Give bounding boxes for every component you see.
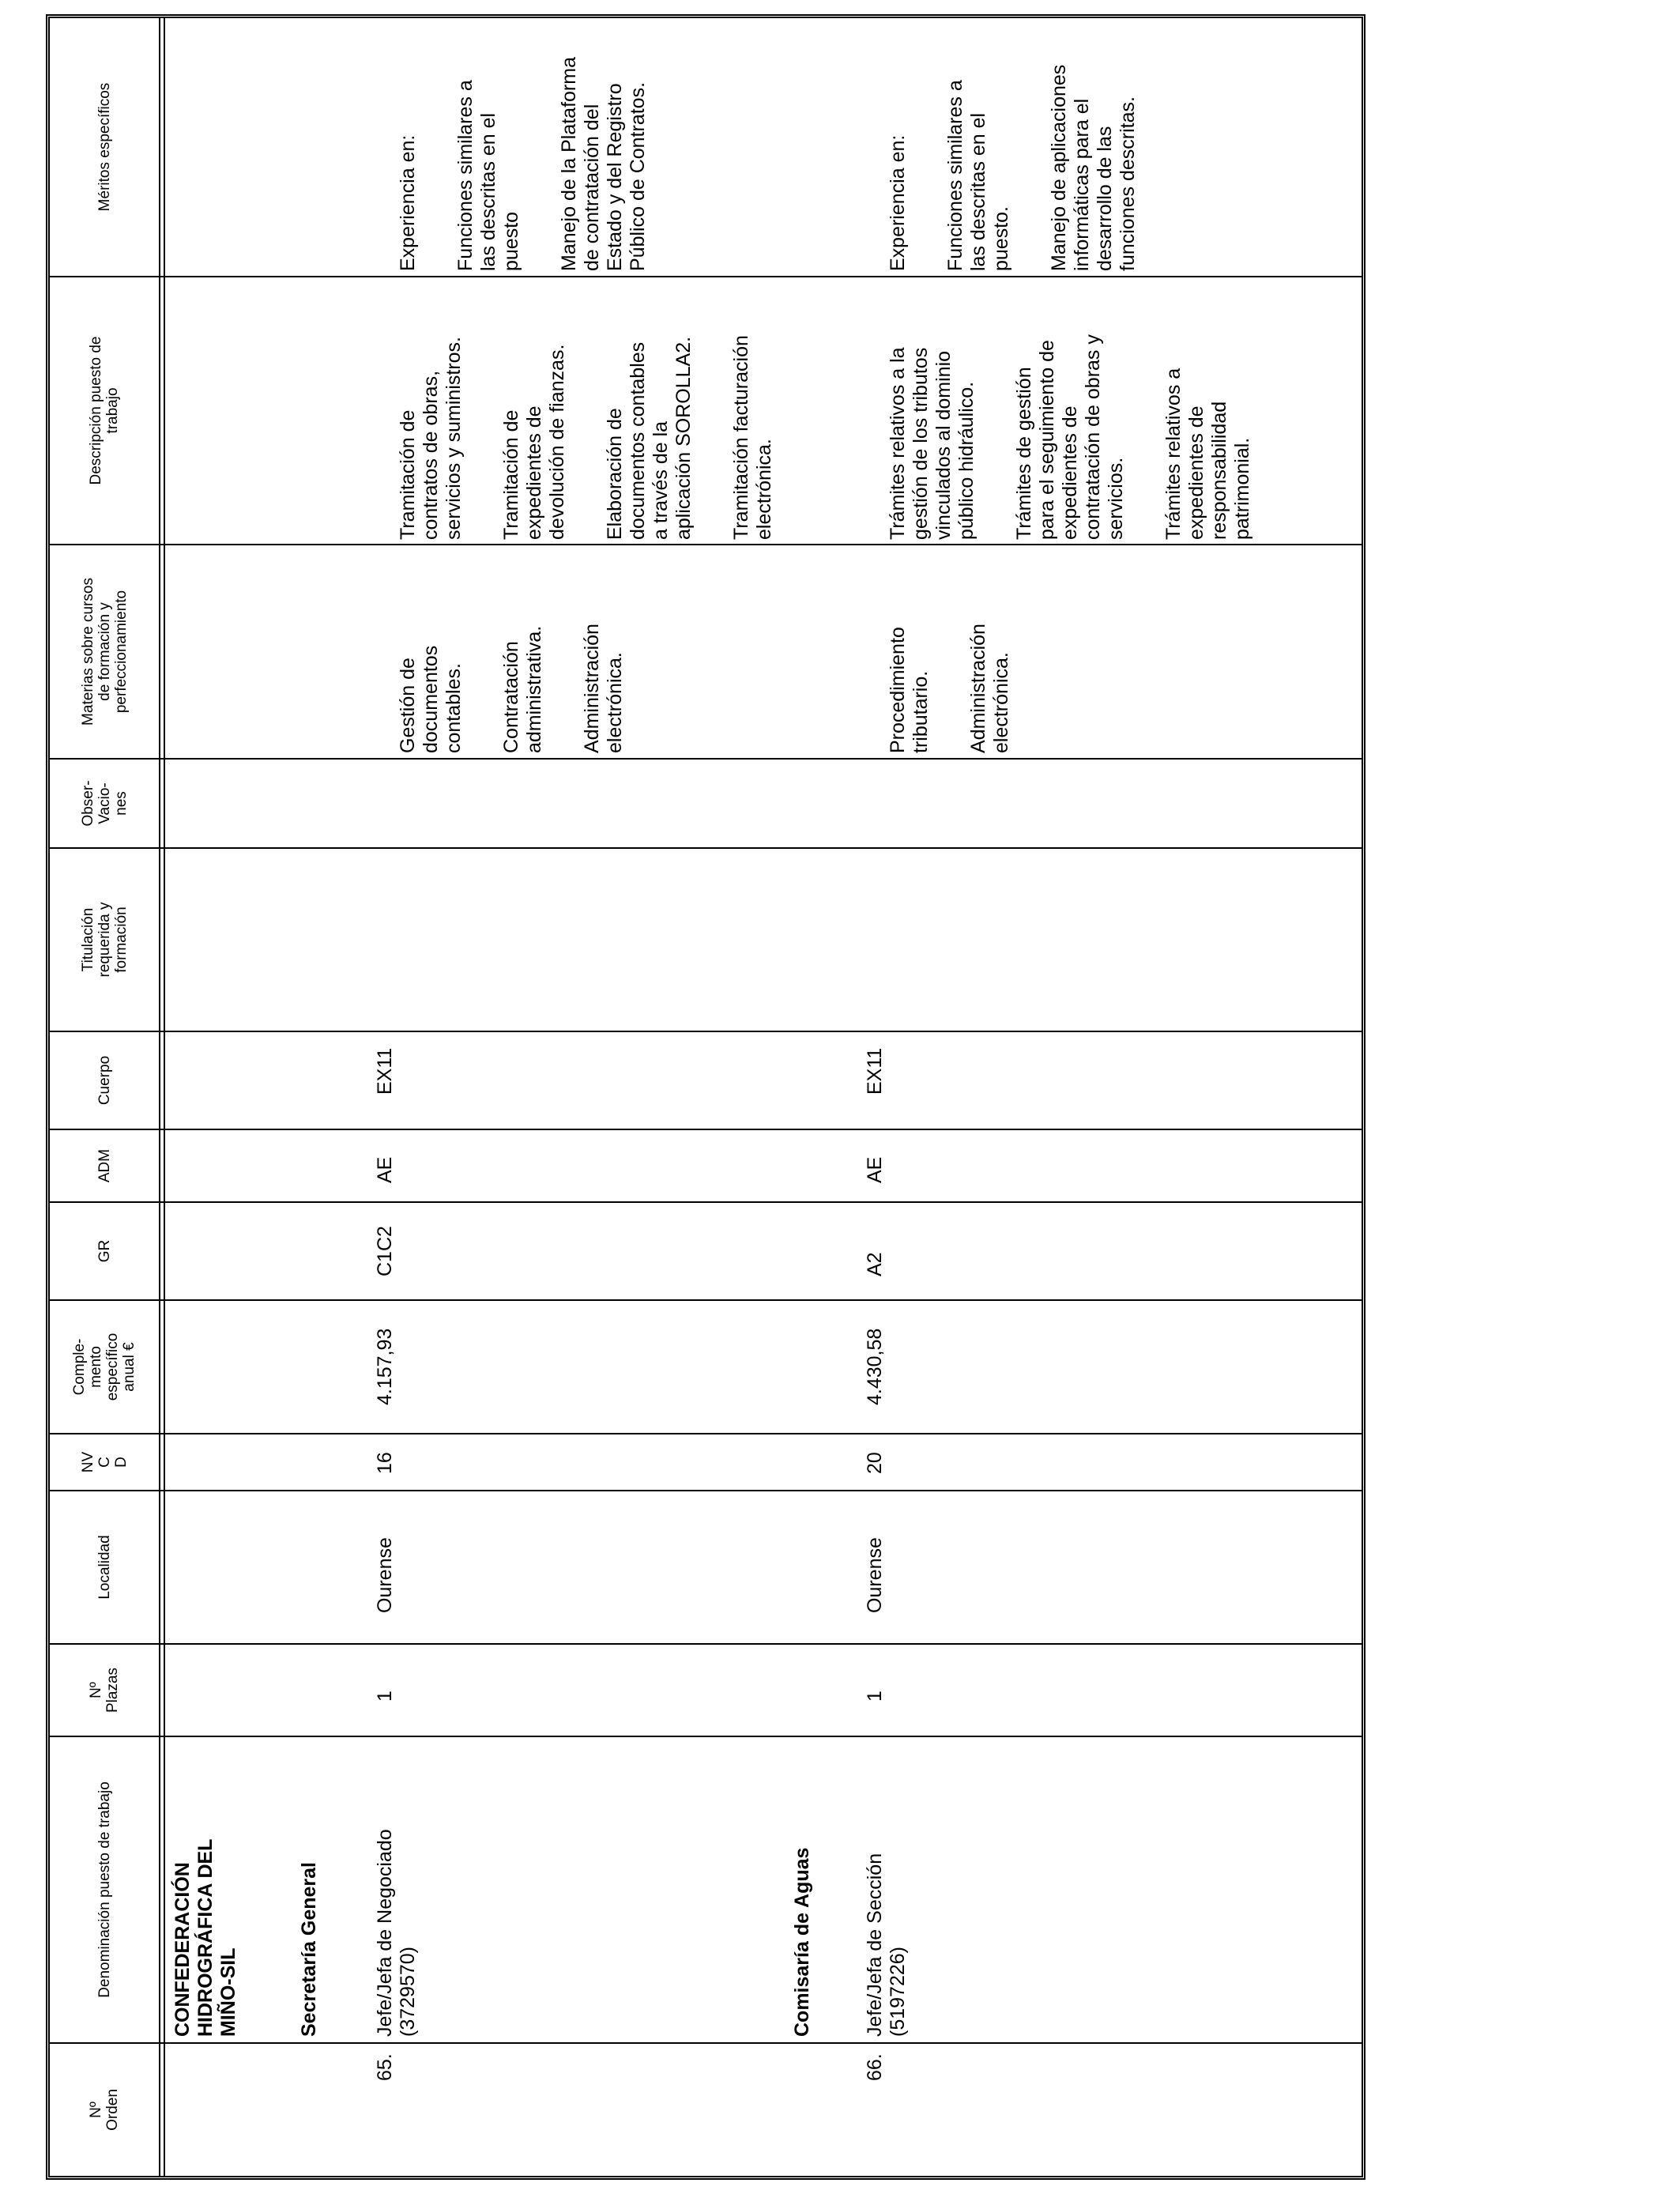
header-orden: Nº Orden	[88, 2089, 121, 2131]
header-rule-2	[164, 18, 165, 2176]
descripcion-item: Elaboración de documentos contables a través de la aplicación SOROLLA2.	[604, 336, 695, 540]
col-sep	[50, 1129, 1362, 1130]
merito-item: Experiencia en:	[887, 134, 909, 271]
descripcion-item: Tramitación facturación electrónica.	[730, 335, 775, 540]
row-meritos	[864, 20, 1174, 271]
section-title: Comisaría de Aguas	[791, 1847, 813, 2037]
header-observaciones: Obser- Vacio- nes	[79, 780, 130, 827]
col-sep	[50, 2042, 1362, 2044]
organism-title: CONFEDERACIÓN HIDROGRÁFICA DEL MIÑO-SIL	[171, 1838, 239, 2037]
row-orden: 65.	[374, 2053, 396, 2081]
row-localidad: Ourense	[374, 1537, 396, 1613]
row-materias	[864, 549, 1048, 753]
materia-item: Administración electrónica.	[967, 624, 1012, 753]
merito-item: Funciones similares a las descritas en el puesto	[454, 80, 522, 271]
col-sep	[50, 544, 1362, 545]
col-sep	[50, 1201, 1362, 1203]
header-denominacion: Denominación puesto de trabajo	[96, 1781, 113, 1998]
descripcion-item: Trámites de gestión para el seguimiento de expedientes de contratación de obras y servicios.	[1013, 334, 1127, 540]
row-cuerpo: EX11	[864, 1047, 886, 1095]
row-descripcion	[864, 279, 1289, 540]
header-titulacion: Titulación requerida y formación	[79, 902, 130, 978]
merito-item: Funciones similares a las descritas en el puesto.	[944, 80, 1012, 271]
descripcion-item: Trámites relativos a la gestión de los tributos vinculados al dominio público hidráulico.	[887, 347, 977, 540]
descripcion-item: Tramitación de contratos de obras, servicios y suministros.	[397, 337, 465, 540]
materia-item: Administración electrónica.	[581, 624, 626, 753]
row-complemento: 4.430,58	[864, 1328, 886, 1405]
header-descripcion: Descripción puesto de trabajo	[88, 336, 121, 485]
section-title: Secretaría General	[298, 1862, 320, 2037]
header-nivel: NV C D	[79, 1451, 130, 1473]
header-cuerpo: Cuerpo	[96, 1055, 113, 1106]
col-sep	[50, 1643, 1362, 1645]
descripcion-item: Tramitación de expedientes de devolución de fianzas.	[500, 344, 568, 540]
materia-item: Procedimiento tributario.	[887, 627, 932, 753]
col-sep	[50, 276, 1362, 277]
header-localidad: Localidad	[96, 1535, 113, 1600]
merito-item: Experiencia en:	[397, 134, 419, 271]
row-materias	[374, 549, 661, 753]
header-grupo: GR	[96, 1239, 113, 1263]
row-descripcion	[374, 279, 811, 540]
row-localidad: Ourense	[864, 1537, 886, 1613]
header-meritos: Méritos específicos	[96, 82, 113, 212]
merito-item: Manejo de aplicaciones informáticas para el desarrollo de las funciones descritas.	[1048, 64, 1139, 271]
row-grupo: C1C2	[374, 1226, 396, 1276]
row-grupo: A2	[864, 1252, 886, 1276]
col-sep	[50, 1433, 1362, 1434]
header-materias: Materias sobre cursos de formación y perfeccionamiento	[79, 578, 130, 726]
row-complemento: 4.157,93	[374, 1328, 396, 1405]
row-orden: 66.	[864, 2053, 886, 2081]
col-sep	[50, 1490, 1362, 1491]
col-sep	[50, 1736, 1362, 1737]
header-rule	[159, 18, 160, 2176]
col-sep	[50, 847, 1362, 849]
row-cuerpo: EX11	[374, 1047, 396, 1095]
row-plazas: 1	[864, 1691, 886, 1702]
row-denominacion: Jefe/Jefa de Sección (5197226)	[864, 1853, 909, 2037]
col-sep	[50, 1299, 1362, 1301]
row-nivel: 20	[864, 1452, 886, 1474]
header-adm: ADM	[96, 1148, 113, 1183]
table-frame	[46, 14, 1365, 2180]
col-sep	[50, 758, 1362, 760]
header-plazas: Nº Plazas	[88, 1667, 121, 1713]
merito-item: Manejo de la Plataforma de contratación del Estado y del Registro Público de Contratos.	[558, 57, 649, 271]
row-meritos	[374, 20, 684, 271]
materia-item: Contratación administrativa.	[500, 625, 545, 753]
col-sep	[50, 1031, 1362, 1032]
header-complemento: Comple- mento específico anual €	[71, 1333, 137, 1401]
row-nivel: 16	[374, 1452, 396, 1474]
row-denominacion: Jefe/Jefa de Negociado (3729570)	[374, 1829, 419, 2037]
descripcion-item: Trámites relativos a expedientes de responsabilidad patrimonial.	[1162, 368, 1253, 540]
row-adm: AE	[864, 1156, 886, 1183]
row-adm: AE	[374, 1156, 396, 1183]
materia-item: Gestión de documentos contables.	[397, 645, 465, 753]
row-plazas: 1	[374, 1691, 396, 1702]
